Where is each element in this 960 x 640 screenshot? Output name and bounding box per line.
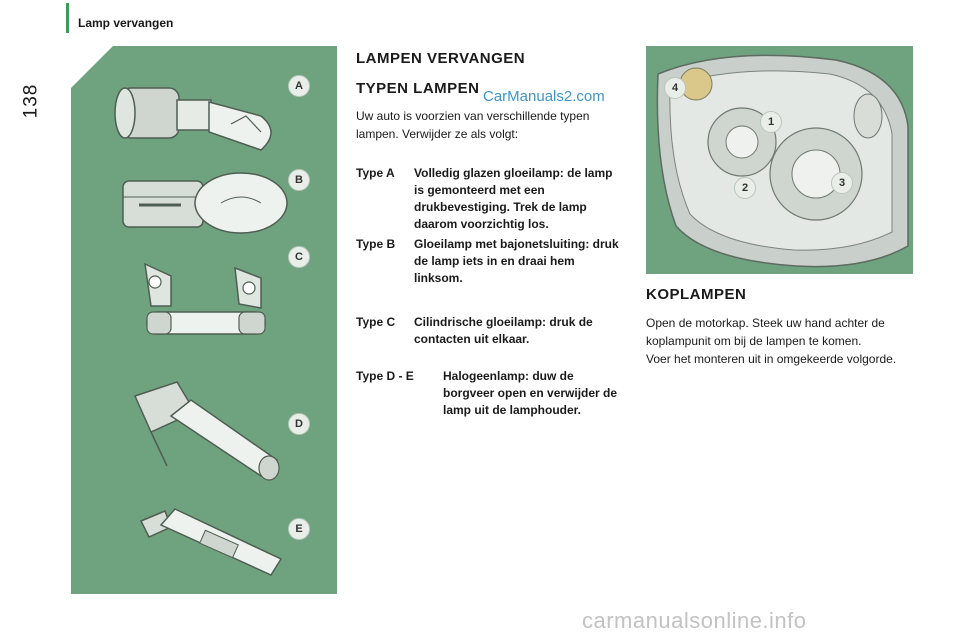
lamp-types-illustration bbox=[71, 46, 337, 594]
badge-b: B bbox=[288, 169, 310, 191]
type-c-text: Cilindrische gloeilamp: druk de contacten uit elkaar. bbox=[414, 315, 593, 346]
page-title: LAMPEN VERVANGEN bbox=[356, 50, 526, 67]
headlamp-drawing bbox=[646, 46, 913, 274]
type-c-label: Type C bbox=[356, 315, 396, 329]
type-de-text: Halogeenlamp: duw de borgveer open en verwijder de lamp uit de lamphouder. bbox=[443, 369, 618, 417]
badge-a: A bbox=[288, 75, 310, 97]
type-b-label: Type B bbox=[356, 237, 396, 251]
panel-corner-cut bbox=[71, 46, 113, 88]
badge-4: 4 bbox=[664, 77, 686, 99]
badge-c: C bbox=[288, 246, 310, 268]
type-a-label: Type A bbox=[356, 166, 395, 180]
headlamp-illustration bbox=[646, 46, 913, 274]
header-accent-bar bbox=[66, 3, 69, 33]
intro-paragraph: Uw auto is voorzien van verschillende typen lampen. Verwijder ze als volgt: bbox=[356, 109, 590, 141]
lamp-types-heading: TYPEN LAMPEN bbox=[356, 80, 480, 97]
type-de-label: Type D - E bbox=[356, 369, 414, 383]
type-b-text: Gloeilamp met bajonetsluiting: druk de lamp iets in en draai hem linksom. bbox=[414, 237, 619, 285]
headlamps-paragraph-2: Voer het monteren uit in omgekeerde volgorde. bbox=[646, 352, 897, 366]
type-a-text: Volledig glazen gloeilamp: de lamp is gemonteerd met een drukbevestiging. Trek de lamp daarom voorzichtig los. bbox=[414, 166, 613, 231]
page-number bbox=[18, 82, 44, 122]
badge-e: E bbox=[288, 518, 310, 540]
badge-3: 3 bbox=[831, 172, 853, 194]
headlamps-heading: KOPLAMPEN bbox=[646, 286, 747, 303]
headlamps-paragraph-1: Open de motorkap. Steek uw hand achter de koplampunit om bij de lampen te komen. bbox=[646, 316, 885, 348]
lamp-b-illustration bbox=[111, 161, 311, 251]
badge-2: 2 bbox=[734, 177, 756, 199]
section-title: Lamp vervangen bbox=[78, 16, 174, 30]
footer-watermark[interactable]: carmanualsonline.info bbox=[582, 608, 807, 633]
lamp-a-illustration bbox=[111, 66, 311, 176]
watermark-link[interactable]: CarManuals2.com bbox=[483, 88, 605, 105]
lamp-c-illustration bbox=[111, 254, 311, 364]
badge-1: 1 bbox=[760, 111, 782, 133]
badge-d: D bbox=[288, 413, 310, 435]
lamp-e-illustration bbox=[131, 501, 321, 591]
lamp-d-illustration bbox=[121, 376, 321, 496]
page-number-text: 138 bbox=[20, 83, 42, 119]
